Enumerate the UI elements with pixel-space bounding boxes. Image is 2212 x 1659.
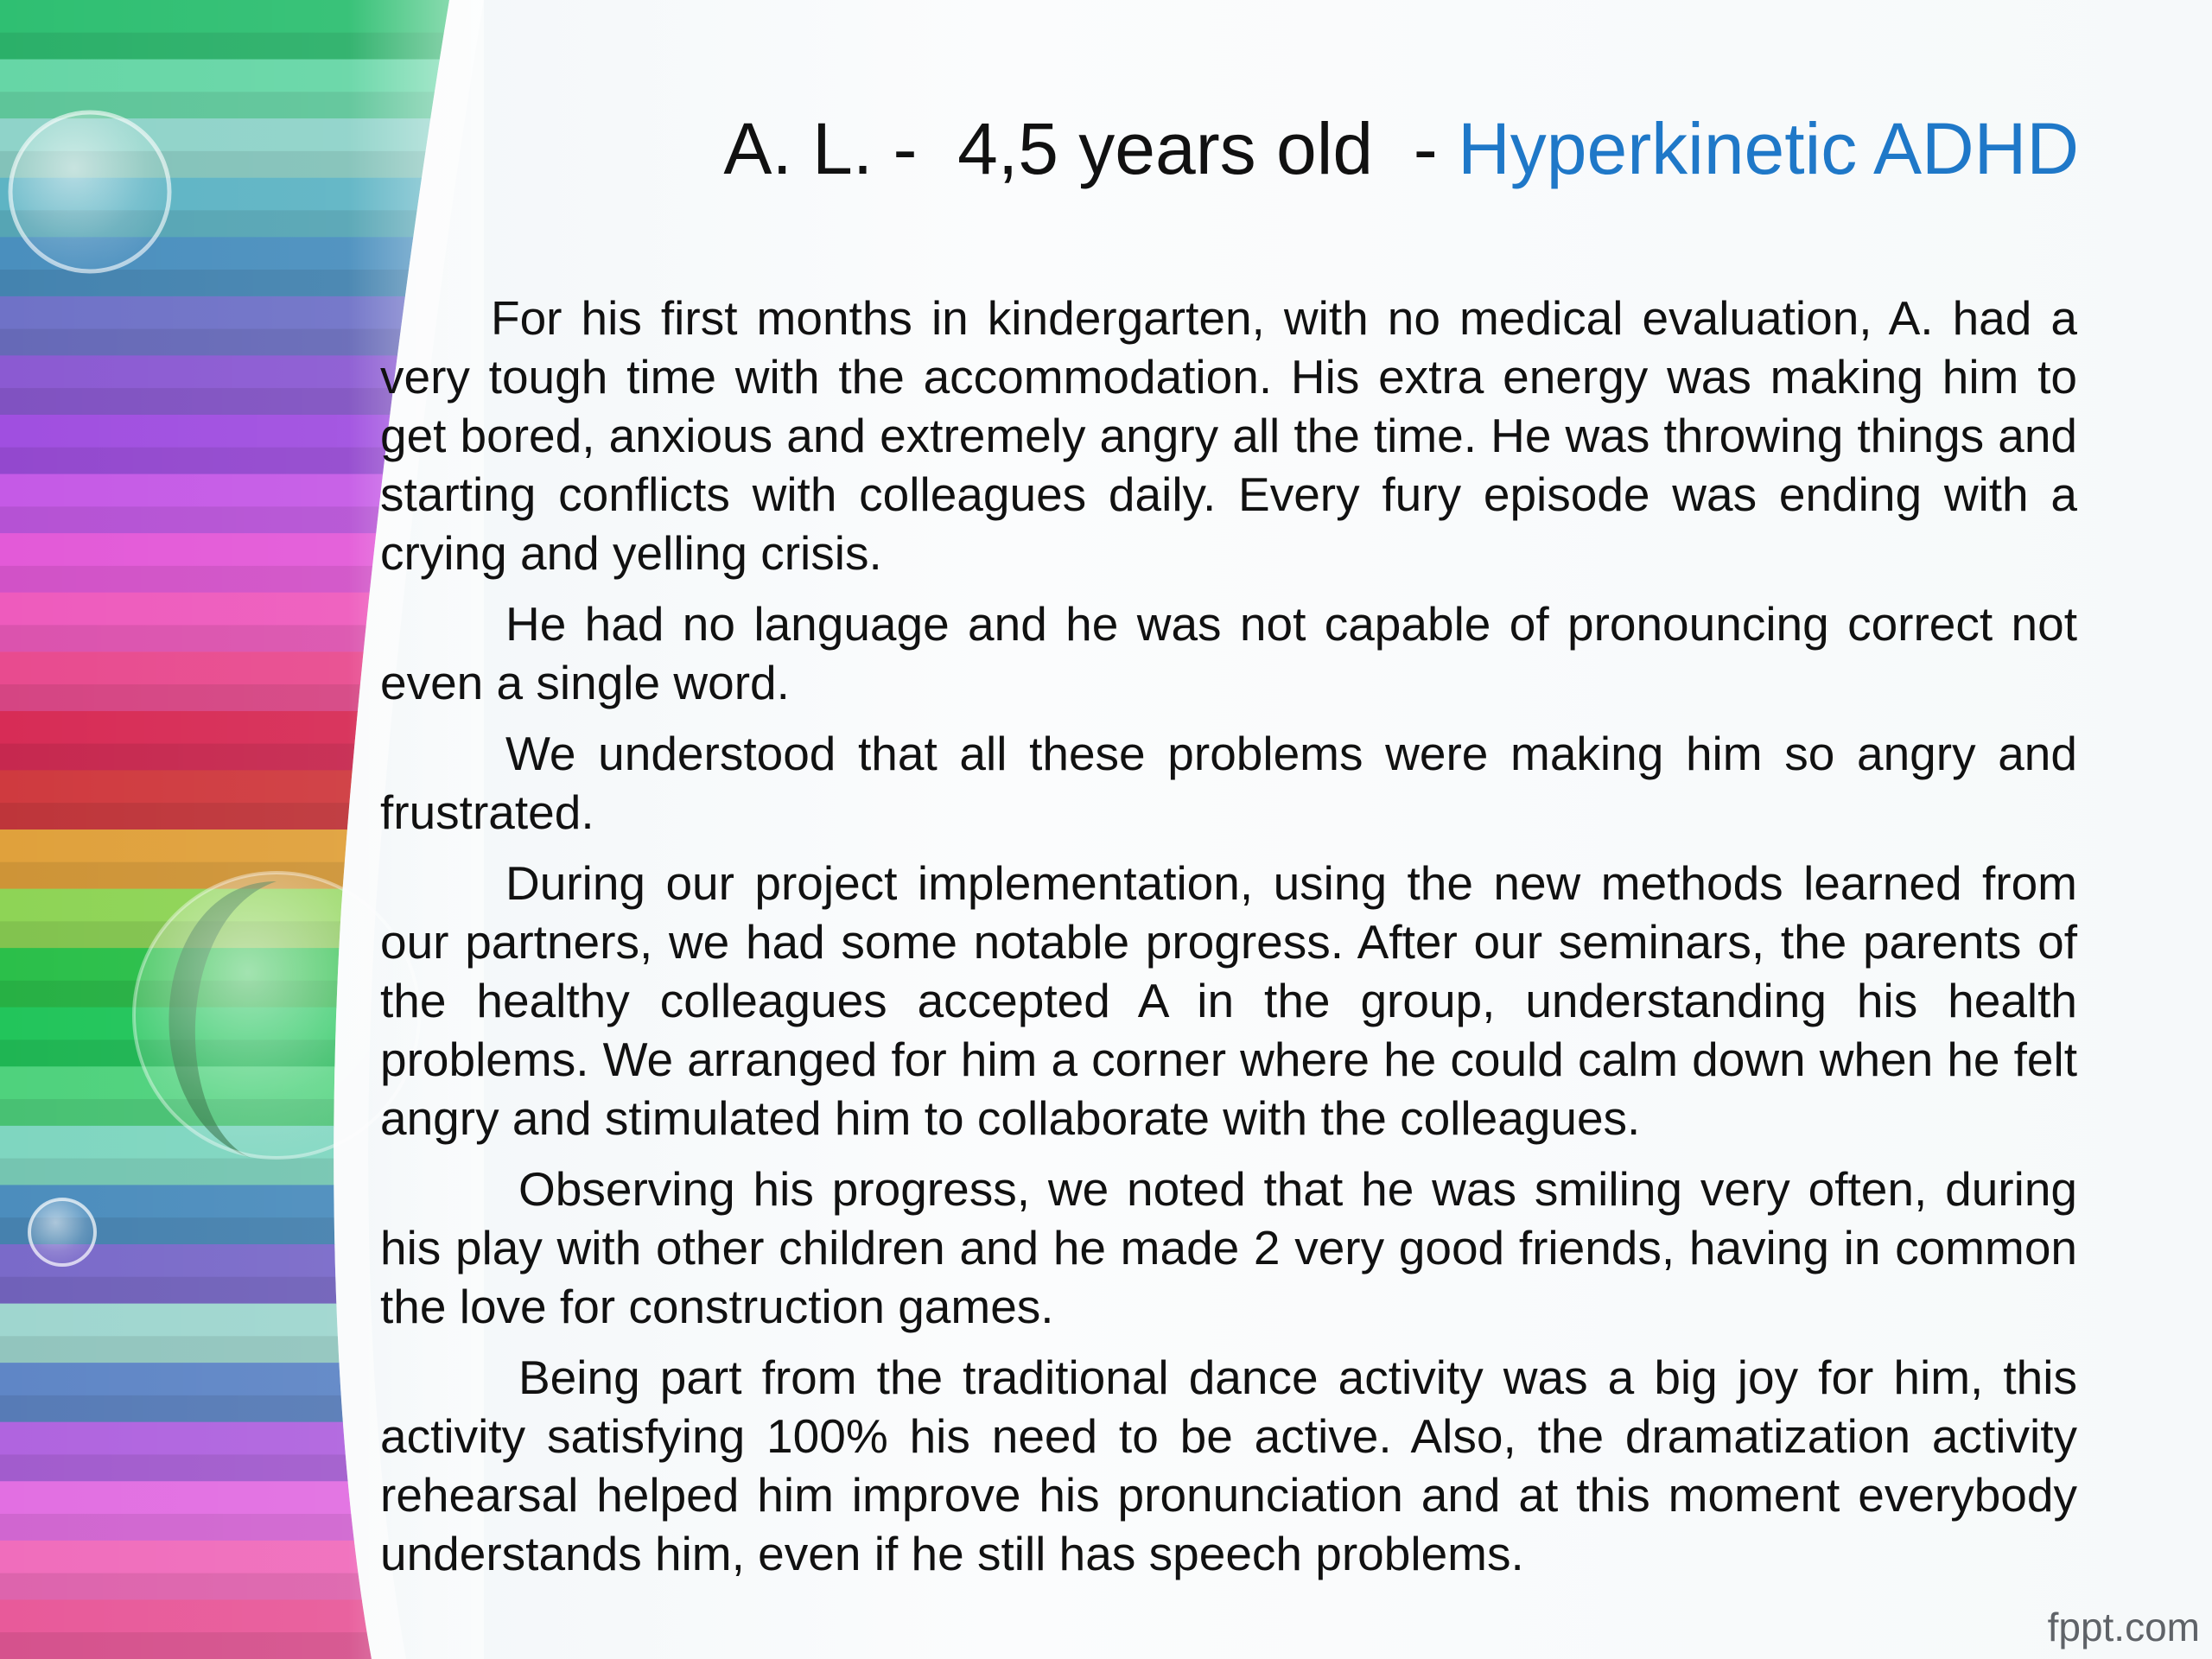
- paragraph: He had no language and he was not capable of pronouncing correct not even a single word.: [380, 597, 2077, 709]
- title-accent: Hyperkinetic ADHD: [1458, 108, 2079, 189]
- paragraph: During our project implementation, using the new methods learned from our partners, we had some notable progress. After our seminars, the parents of the healthy colleagues accepted A in the group, understanding his health problems. We arranged for him a corner where he could calm down when he felt angry and stimulated him to collaborate with the colleagues.: [380, 856, 2077, 1145]
- slide-title: [723, 105, 2079, 192]
- paragraph: Observing his progress, we noted that he was smiling very often, during his play with other children and he made 2 very good friends, having in common the love for construction games.: [380, 1162, 2077, 1333]
- body-text: [380, 289, 2077, 1595]
- paragraph: Being part from the traditional dance activity was a big joy for him, this activity satisfying 100% his need to be active. Also, the dramatization activity rehearsal helped him improve his pronunciation and at this moment everybody understands him, even if he still has speech problems.: [380, 1351, 2077, 1580]
- footer-brand: fppt.com: [2047, 1605, 2200, 1649]
- paragraph: For his first months in kindergarten, with no medical evaluation, A. had a very tough time with the accommodation. His extra energy was making him to get bored, anxious and extremely angry all the time. He was throwing things and starting conflicts with colleagues daily. Every fury episode was ending with a crying and yelling crisis.: [380, 291, 2077, 580]
- title-main: A. L. - 4,5 years old -: [723, 108, 1459, 189]
- paragraph: We understood that all these problems were making him so angry and frustrated.: [380, 727, 2077, 839]
